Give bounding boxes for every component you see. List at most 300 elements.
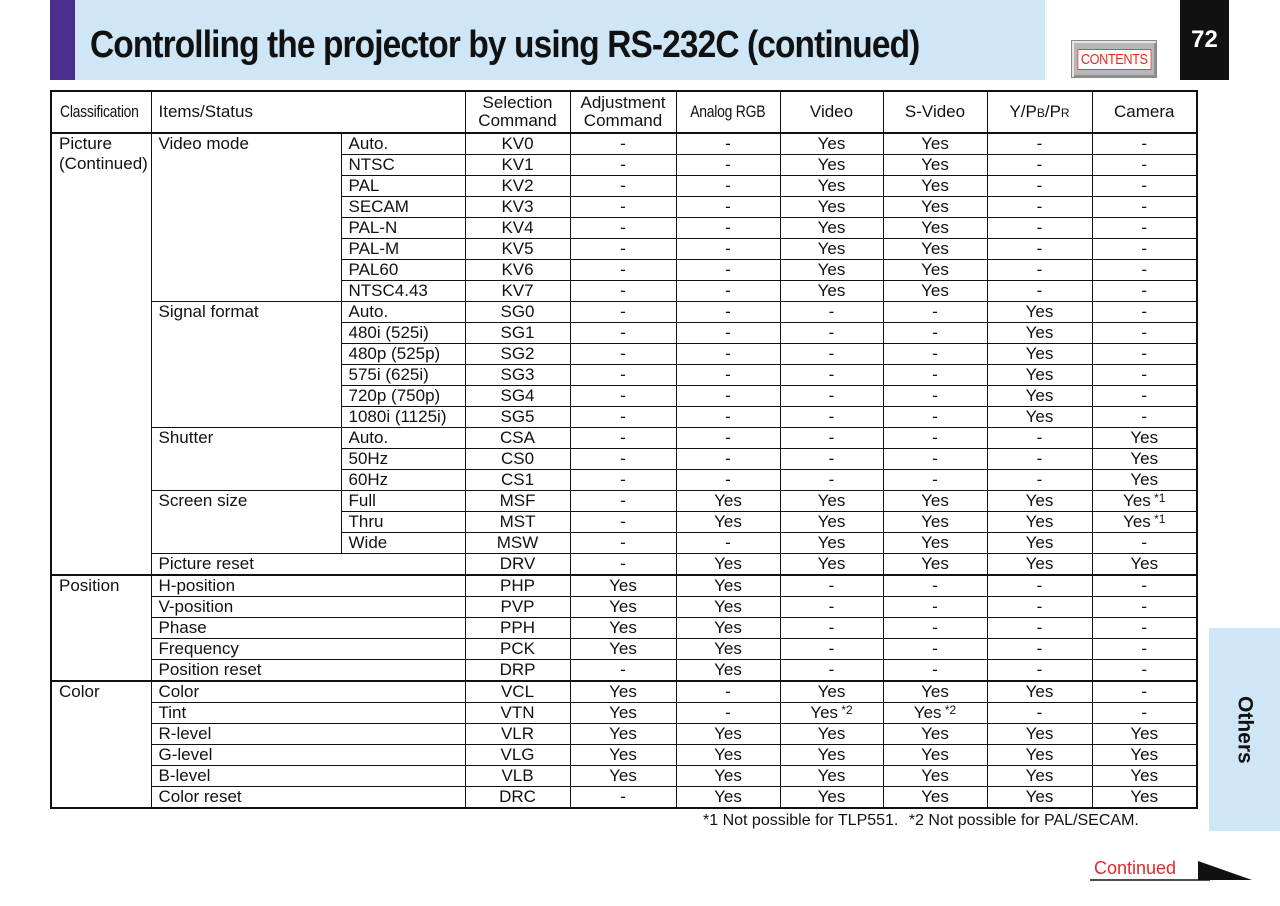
value-cell: - — [1092, 618, 1197, 639]
value-cell — [883, 703, 987, 724]
value-cell: - — [1092, 575, 1197, 597]
header-ypbpr-b: B — [1036, 105, 1045, 120]
item-cell: Picture reset — [151, 554, 465, 576]
value-cell: Yes — [883, 724, 987, 745]
item-cell: Video mode — [151, 133, 341, 302]
footnote-1: *1 Not possible for TLP551. — [703, 812, 899, 829]
value-cell: Yes — [780, 787, 883, 809]
value-cell: Yes — [570, 597, 676, 618]
value-cell: - — [570, 133, 676, 155]
value-cell: Yes — [676, 745, 780, 766]
classification-cell: Picture (Continued) — [51, 133, 151, 575]
value-cell — [1092, 491, 1197, 512]
value-cell: - — [676, 386, 780, 407]
value-cell: - — [1092, 239, 1197, 260]
value-cell: - — [780, 365, 883, 386]
header-selection-command: Selection Command — [465, 91, 570, 133]
value-cell: - — [676, 197, 780, 218]
value-cell: Yes — [883, 512, 987, 533]
value-cell: Yes — [570, 575, 676, 597]
command-cell: DRC — [465, 787, 570, 809]
value-cell: Yes — [780, 681, 883, 703]
value-cell: Yes — [676, 597, 780, 618]
value-cell: Yes — [676, 618, 780, 639]
value-cell: - — [1092, 302, 1197, 323]
value-cell: Yes — [780, 218, 883, 239]
value-cell: Yes — [883, 239, 987, 260]
value-cell: - — [570, 365, 676, 386]
table-row — [51, 681, 1197, 703]
value-cell: - — [987, 639, 1092, 660]
value-cell: - — [780, 302, 883, 323]
value-cell: Yes — [570, 745, 676, 766]
command-cell: KV3 — [465, 197, 570, 218]
header-classification — [51, 91, 151, 133]
value-cell: Yes — [676, 512, 780, 533]
header-adjustment-command: Adjustment Command — [570, 91, 676, 133]
value-cell: - — [1092, 681, 1197, 703]
table-row — [51, 618, 1197, 639]
value-cell: Yes — [1092, 428, 1197, 449]
value-cell: - — [570, 470, 676, 491]
item-cell: V-position — [151, 597, 465, 618]
value-cell: - — [883, 575, 987, 597]
header-video: Video — [780, 91, 883, 133]
value-cell: - — [570, 428, 676, 449]
footnote-marker: *1 — [1150, 491, 1166, 505]
value-cell — [1092, 512, 1197, 533]
command-cell: CSA — [465, 428, 570, 449]
value-cell: Yes — [987, 407, 1092, 428]
value-cell: - — [987, 155, 1092, 176]
value-cell: - — [570, 218, 676, 239]
value-cell: - — [987, 428, 1092, 449]
value-cell: - — [780, 407, 883, 428]
value-cell: Yes — [1092, 554, 1197, 576]
value-cell: - — [883, 660, 987, 682]
status-cell: Full — [341, 491, 465, 512]
command-cell: PPH — [465, 618, 570, 639]
value-cell: - — [1092, 407, 1197, 428]
item-cell: H-position — [151, 575, 465, 597]
value-cell: Yes — [987, 386, 1092, 407]
value-cell: - — [883, 407, 987, 428]
status-cell: PAL-M — [341, 239, 465, 260]
value-cell: Yes — [780, 239, 883, 260]
value-cell: - — [676, 365, 780, 386]
value-cell: - — [780, 470, 883, 491]
command-cell: CS1 — [465, 470, 570, 491]
value-cell: - — [676, 407, 780, 428]
header-items-status: Items/Status — [151, 91, 465, 133]
value-cell: - — [676, 155, 780, 176]
command-cell: KV5 — [465, 239, 570, 260]
value-cell: Yes — [987, 533, 1092, 554]
value-cell: Yes — [676, 787, 780, 809]
status-cell: 480i (525i) — [341, 323, 465, 344]
table-row — [51, 554, 1197, 576]
command-cell: KV6 — [465, 260, 570, 281]
status-cell: NTSC — [341, 155, 465, 176]
item-cell: Screen size — [151, 491, 341, 554]
item-cell: Signal format — [151, 302, 341, 428]
page-number: 72 — [1180, 0, 1229, 80]
status-cell: PAL60 — [341, 260, 465, 281]
value-cell: - — [1092, 133, 1197, 155]
value-cell: Yes — [883, 766, 987, 787]
value-cell: Yes — [987, 491, 1092, 512]
value-cell: Yes — [676, 766, 780, 787]
status-cell: 50Hz — [341, 449, 465, 470]
value-cell: - — [676, 449, 780, 470]
value-cell: Yes — [987, 766, 1092, 787]
value-cell: - — [1092, 639, 1197, 660]
side-tab-label: Others — [1233, 695, 1257, 764]
value-cell: Yes — [780, 745, 883, 766]
command-cell: PHP — [465, 575, 570, 597]
value-cell: Yes — [780, 512, 883, 533]
header-camera: Camera — [1092, 91, 1197, 133]
value-cell: Yes — [676, 491, 780, 512]
command-cell: VTN — [465, 703, 570, 724]
value-cell: Yes — [883, 176, 987, 197]
value-cell: - — [987, 176, 1092, 197]
footnote-marker: *2 — [838, 703, 853, 717]
table-header-row — [51, 91, 1197, 133]
value-cell: Yes — [987, 681, 1092, 703]
value-cell: - — [1092, 386, 1197, 407]
value-cell: - — [780, 449, 883, 470]
status-cell: 720p (750p) — [341, 386, 465, 407]
value-cell: Yes — [570, 724, 676, 745]
value-cell: Yes — [1092, 745, 1197, 766]
status-cell: 480p (525p) — [341, 344, 465, 365]
value-cell: - — [676, 470, 780, 491]
value-cell — [780, 703, 883, 724]
value-cell: Yes — [883, 260, 987, 281]
page-title: Controlling the projector by using RS-232C (continued) — [90, 24, 920, 66]
value-cell: - — [1092, 344, 1197, 365]
header-classification-text: Classification — [60, 102, 139, 121]
table-row — [51, 428, 1197, 449]
value-cell: Yes — [780, 260, 883, 281]
command-cell: VLG — [465, 745, 570, 766]
value-cell: - — [780, 660, 883, 682]
value-cell: - — [1092, 260, 1197, 281]
item-cell: G-level — [151, 745, 465, 766]
value-cell: - — [987, 575, 1092, 597]
status-cell: 60Hz — [341, 470, 465, 491]
value-cell: Yes — [570, 703, 676, 724]
value-cell: - — [570, 239, 676, 260]
value-cell: - — [676, 681, 780, 703]
value-cell: - — [1092, 176, 1197, 197]
value-cell: Yes — [1092, 470, 1197, 491]
value-cell: - — [987, 197, 1092, 218]
command-cell: DRV — [465, 554, 570, 576]
value-cell: Yes — [1092, 724, 1197, 745]
value-cell: - — [1092, 597, 1197, 618]
header-ypbpr-r: R — [1060, 105, 1070, 120]
command-cell: SG0 — [465, 302, 570, 323]
value-cell: - — [780, 597, 883, 618]
value-cell: - — [883, 386, 987, 407]
table-row — [51, 491, 1197, 512]
value-cell: Yes — [780, 766, 883, 787]
value-cell: - — [570, 449, 676, 470]
value-cell: - — [570, 302, 676, 323]
value-cell: - — [883, 449, 987, 470]
item-cell: Color reset — [151, 787, 465, 809]
value-cell: - — [570, 197, 676, 218]
value-cell: - — [987, 660, 1092, 682]
value-cell: - — [570, 533, 676, 554]
value-cell: Yes — [1092, 449, 1197, 470]
value-cell: Yes — [570, 639, 676, 660]
command-cell: KV7 — [465, 281, 570, 302]
value-cell: Yes — [676, 554, 780, 576]
value-cell: - — [780, 639, 883, 660]
value-cell: - — [676, 428, 780, 449]
value-cell: Yes — [987, 554, 1092, 576]
value-cell: - — [883, 618, 987, 639]
value-cell: Yes — [987, 344, 1092, 365]
value-cell: Yes — [987, 365, 1092, 386]
value-cell: - — [676, 344, 780, 365]
item-cell: B-level — [151, 766, 465, 787]
value-cell: - — [676, 323, 780, 344]
value-cell: - — [987, 133, 1092, 155]
status-cell: 1080i (1125i) — [341, 407, 465, 428]
command-cell: SG1 — [465, 323, 570, 344]
table-row — [51, 766, 1197, 787]
value-cell: Yes — [780, 491, 883, 512]
value-cell: - — [987, 218, 1092, 239]
value-cell: - — [570, 512, 676, 533]
table-row — [51, 745, 1197, 766]
item-cell: Shutter — [151, 428, 341, 491]
value-cell: - — [676, 281, 780, 302]
value-cell: - — [570, 281, 676, 302]
value-cell: - — [987, 597, 1092, 618]
value-cell: - — [883, 344, 987, 365]
command-cell: DRP — [465, 660, 570, 682]
value-cell: - — [780, 386, 883, 407]
value-cell: - — [1092, 323, 1197, 344]
continued-arrow-icon — [1090, 860, 1255, 885]
value-cell: - — [676, 302, 780, 323]
value-cell: Yes — [676, 575, 780, 597]
command-cell: SG5 — [465, 407, 570, 428]
value-cell: - — [987, 449, 1092, 470]
command-cell: VLR — [465, 724, 570, 745]
command-cell: SG3 — [465, 365, 570, 386]
status-cell: Wide — [341, 533, 465, 554]
value-cell: - — [987, 281, 1092, 302]
table-row — [51, 133, 1197, 155]
status-cell: PAL — [341, 176, 465, 197]
value-cell: - — [1092, 218, 1197, 239]
value-cell: Yes — [1092, 787, 1197, 809]
command-cell: PCK — [465, 639, 570, 660]
value-cell: Yes — [987, 724, 1092, 745]
value-cell: - — [1092, 197, 1197, 218]
header-ypbpr-y: Y/P — [1009, 101, 1037, 121]
table-row — [51, 787, 1197, 809]
value-cell: Yes — [987, 512, 1092, 533]
value-cell: - — [570, 344, 676, 365]
classification-cell: Color — [51, 681, 151, 808]
value-cell: - — [780, 575, 883, 597]
value-cell: - — [570, 660, 676, 682]
value-cell: - — [780, 618, 883, 639]
value-cell: Yes — [987, 302, 1092, 323]
value-text: Yes — [1123, 512, 1151, 531]
value-cell: - — [1092, 281, 1197, 302]
value-text: Yes — [1123, 491, 1151, 510]
command-cell: VCL — [465, 681, 570, 703]
status-cell: NTSC4.43 — [341, 281, 465, 302]
value-cell: - — [676, 133, 780, 155]
value-cell: Yes — [780, 176, 883, 197]
value-cell: Yes — [780, 724, 883, 745]
value-cell: Yes — [883, 218, 987, 239]
value-cell: Yes — [780, 155, 883, 176]
value-cell: - — [780, 344, 883, 365]
status-cell: Auto. — [341, 428, 465, 449]
value-cell: - — [883, 365, 987, 386]
command-table — [50, 90, 1198, 809]
header-analog-rgb-text: Analog RGB — [690, 102, 766, 121]
command-cell: MSF — [465, 491, 570, 512]
item-cell: Frequency — [151, 639, 465, 660]
status-cell: Auto. — [341, 133, 465, 155]
value-cell: Yes — [883, 745, 987, 766]
value-cell: - — [570, 407, 676, 428]
footnote-2: *2 Not possible for PAL/SECAM. — [908, 812, 1139, 829]
value-cell: - — [883, 323, 987, 344]
value-cell: - — [883, 597, 987, 618]
value-cell: - — [883, 428, 987, 449]
table-row — [51, 639, 1197, 660]
command-cell: PVP — [465, 597, 570, 618]
value-cell: - — [570, 176, 676, 197]
value-cell: - — [570, 554, 676, 576]
value-cell: - — [570, 386, 676, 407]
value-cell: Yes — [883, 281, 987, 302]
value-cell: - — [883, 470, 987, 491]
status-cell: 575i (625i) — [341, 365, 465, 386]
value-cell: Yes — [676, 724, 780, 745]
command-cell: SG2 — [465, 344, 570, 365]
status-cell: Auto. — [341, 302, 465, 323]
value-cell: - — [570, 787, 676, 809]
value-cell: Yes — [883, 155, 987, 176]
value-cell: - — [570, 323, 676, 344]
command-cell: KV4 — [465, 218, 570, 239]
value-cell: - — [570, 155, 676, 176]
value-cell: - — [1092, 365, 1197, 386]
value-cell: Yes — [570, 766, 676, 787]
value-cell: - — [1092, 660, 1197, 682]
header-ypbpr-p: /P — [1044, 101, 1061, 121]
value-cell: Yes — [987, 787, 1092, 809]
command-cell: MST — [465, 512, 570, 533]
value-cell: - — [676, 239, 780, 260]
table-row — [51, 597, 1197, 618]
value-cell: Yes — [987, 323, 1092, 344]
header-accent-bar — [50, 0, 75, 80]
value-cell: - — [676, 703, 780, 724]
item-cell: Tint — [151, 703, 465, 724]
command-cell: SG4 — [465, 386, 570, 407]
item-cell: R-level — [151, 724, 465, 745]
table-row — [51, 302, 1197, 323]
footnotes — [703, 812, 1145, 830]
contents-button-label: CONTENTS — [1077, 49, 1151, 70]
value-cell: - — [780, 323, 883, 344]
command-cell: MSW — [465, 533, 570, 554]
continued-link[interactable]: Continued — [1094, 858, 1177, 878]
value-cell: - — [987, 470, 1092, 491]
table-row — [51, 575, 1197, 597]
value-cell: Yes — [883, 197, 987, 218]
value-cell: Yes — [883, 491, 987, 512]
value-cell: Yes — [570, 618, 676, 639]
table-row — [51, 660, 1197, 682]
header-ypbpr — [987, 91, 1092, 133]
status-cell: SECAM — [341, 197, 465, 218]
value-cell: - — [987, 239, 1092, 260]
value-cell: - — [883, 639, 987, 660]
item-cell: Phase — [151, 618, 465, 639]
contents-button[interactable] — [1071, 40, 1157, 78]
value-cell: - — [676, 176, 780, 197]
value-cell: - — [570, 491, 676, 512]
item-cell: Color — [151, 681, 465, 703]
value-cell: - — [987, 618, 1092, 639]
value-cell: Yes — [676, 639, 780, 660]
command-cell: KV1 — [465, 155, 570, 176]
value-cell: Yes — [1092, 766, 1197, 787]
table-row — [51, 724, 1197, 745]
value-cell: - — [883, 302, 987, 323]
value-text: Yes — [913, 703, 942, 722]
value-cell: Yes — [883, 554, 987, 576]
value-cell: Yes — [987, 745, 1092, 766]
status-cell: Thru — [341, 512, 465, 533]
value-cell: - — [676, 533, 780, 554]
value-cell: Yes — [780, 554, 883, 576]
value-cell: Yes — [570, 681, 676, 703]
classification-cell: Position — [51, 575, 151, 681]
value-cell: Yes — [780, 197, 883, 218]
command-cell: VLB — [465, 766, 570, 787]
command-cell: KV0 — [465, 133, 570, 155]
table-row — [51, 703, 1197, 724]
value-cell: - — [676, 218, 780, 239]
value-cell: Yes — [883, 681, 987, 703]
value-cell: Yes — [780, 133, 883, 155]
side-tab-others[interactable] — [1209, 628, 1280, 831]
value-cell: Yes — [883, 787, 987, 809]
command-cell: KV2 — [465, 176, 570, 197]
footnote-marker: *2 — [941, 703, 957, 717]
header-analog-rgb — [676, 91, 780, 133]
value-cell: - — [987, 260, 1092, 281]
status-cell: PAL-N — [341, 218, 465, 239]
value-cell: Yes — [883, 133, 987, 155]
